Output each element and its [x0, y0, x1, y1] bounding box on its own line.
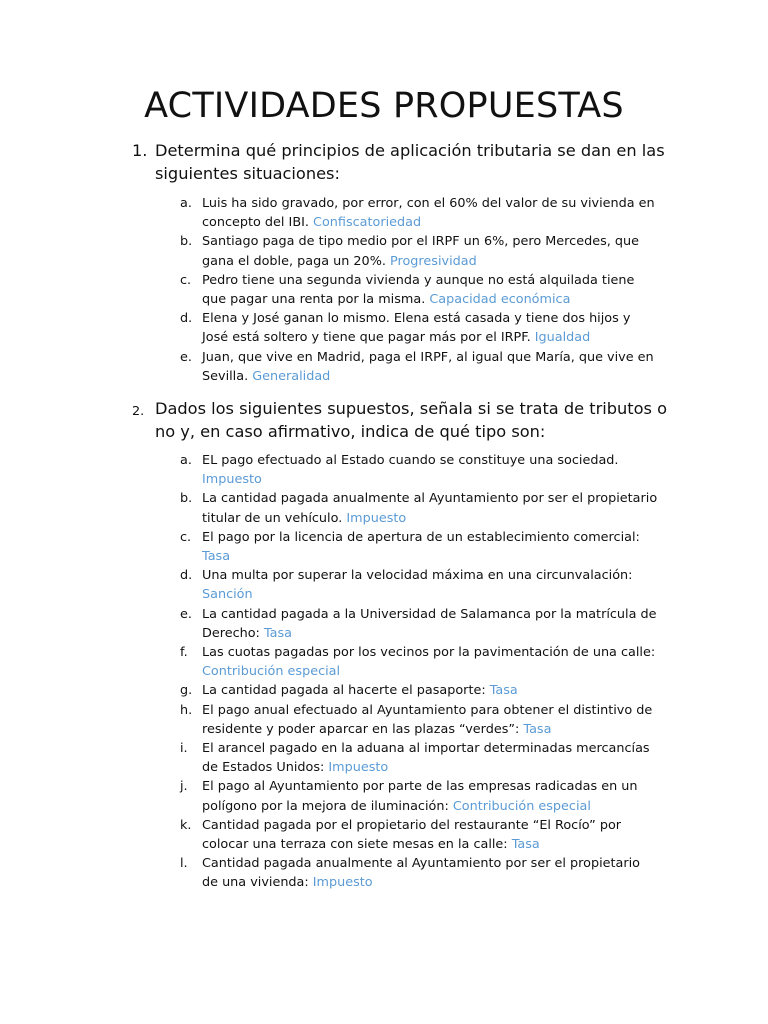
item-letter: b.: [180, 491, 193, 507]
question-2-list: [180, 451, 660, 893]
list-item: [180, 854, 660, 892]
item-answer: Igualdad: [534, 330, 591, 346]
item-text: El pago al Ayuntamiento por parte de las empresas radicadas en un polígono por la mejora de iluminación:: [202, 779, 638, 814]
item-answer: Confiscatoriedad: [313, 215, 422, 231]
item-text: La cantidad pagada anualmente al Ayuntamiento por ser el propietario titular de un vehículo.: [202, 491, 658, 526]
item-letter: f.: [180, 645, 188, 661]
item-answer: Tasa: [489, 683, 518, 699]
item-letter: b.: [180, 234, 193, 250]
item-letter: j.: [180, 779, 188, 795]
item-letter: a.: [180, 453, 192, 468]
item-letter: d.: [180, 311, 193, 327]
list-item: [180, 489, 660, 527]
list-item: [180, 566, 660, 604]
question-number: 2.: [132, 404, 145, 419]
list-item: [180, 271, 660, 309]
item-text: Cantidad pagada anualmente al Ayuntamiento por ser el propietario de una vivienda:: [202, 856, 641, 891]
question-number: 1.: [132, 141, 148, 160]
item-text: Santiago paga de tipo medio por el IRPF un 6%, pero Mercedes, que gana el doble, paga un 20%.: [202, 234, 639, 269]
item-letter: c.: [180, 529, 192, 545]
item-text: La cantidad pagada al hacerte el pasaporte:: [202, 683, 490, 699]
item-text: Juan, que vive en Madrid, paga el IRPF, al igual que María, que vive en Sevilla.: [202, 349, 654, 384]
list-item: [180, 681, 660, 700]
item-answer: Tasa: [202, 549, 231, 565]
page-title: ACTIVIDADES PROPUESTAS: [144, 86, 624, 126]
list-item: [180, 643, 660, 681]
item-text: Luis ha sido gravado, por error, con el 60% del valor de su vivienda en concepto del IBI.: [202, 196, 655, 231]
item-letter: g.: [180, 683, 193, 699]
item-answer: Generalidad: [252, 368, 331, 384]
item-answer: Contribución especial: [452, 798, 591, 814]
list-item: [180, 816, 660, 854]
item-text: El pago por la licencia de apertura de un establecimiento comercial:: [202, 529, 640, 545]
list-item: [180, 309, 660, 347]
item-answer: Progresividad: [390, 253, 477, 269]
item-letter: e.: [180, 606, 192, 622]
item-text: EL pago efectuado al Estado cuando se constituye una sociedad.: [202, 453, 619, 468]
item-letter: k.: [180, 817, 192, 833]
list-item: [180, 739, 660, 777]
item-letter: c.: [180, 272, 192, 288]
item-answer: Impuesto: [346, 510, 407, 526]
list-item: [180, 777, 660, 815]
list-item: [180, 605, 660, 643]
item-answer: Capacidad económica: [429, 292, 571, 308]
question-text: Dados los siguientes supuestos, señala si se trata de tributos o no y, en caso afirmativo, indica de qué tipo son:: [155, 399, 668, 441]
item-answer: Impuesto: [202, 472, 262, 488]
item-letter: a.: [180, 196, 192, 211]
item-letter: h.: [180, 702, 193, 718]
item-text: Las cuotas pagadas por los vecinos por la pavimentación de una calle:: [202, 645, 656, 661]
item-letter: l.: [180, 856, 188, 872]
list-item: [180, 701, 660, 739]
item-answer: Tasa: [523, 721, 552, 737]
item-text: Cantidad pagada por el propietario del restaurante “El Rocío” por colocar una terraza con siete mesas en la calle:: [202, 817, 622, 853]
question-2: [132, 397, 672, 443]
item-text: El pago anual efectuado al Ayuntamiento para obtener el distintivo de residente y poder aparcar en las plazas “verdes”:: [202, 702, 653, 737]
list-item: [180, 194, 660, 232]
list-item: [180, 451, 660, 489]
list-item: [180, 348, 660, 386]
item-answer: Impuesto: [312, 875, 373, 891]
item-text: La cantidad pagada a la Universidad de Salamanca por la matrícula de Derecho:: [202, 606, 657, 641]
item-answer: Tasa: [263, 625, 292, 641]
item-text: El arancel pagado en la aduana al importar determinadas mercancías de Estados Unidos:: [202, 741, 650, 776]
item-text: Pedro tiene una segunda vivienda y aunque no está alquilada tiene que pagar una renta por la misma.: [202, 272, 635, 308]
question-1-list: [180, 194, 660, 386]
question-text: Determina qué principios de aplicación tributaria se dan en las siguientes situaciones:: [155, 141, 665, 183]
list-item: [180, 528, 660, 566]
item-letter: d.: [180, 568, 193, 584]
item-answer: Contribución especial: [202, 664, 341, 680]
item-answer: Tasa: [511, 837, 540, 853]
item-text: Una multa por superar la velocidad máxima en una circunvalación:: [202, 568, 633, 584]
item-letter: i.: [180, 741, 188, 757]
item-answer: Impuesto: [328, 760, 389, 776]
question-1: [132, 139, 672, 185]
item-answer: Sanción: [202, 587, 253, 603]
item-letter: e.: [180, 349, 192, 365]
list-item: [180, 232, 660, 270]
item-text: Elena y José ganan lo mismo. Elena está casada y tiene dos hijos y José está soltero y tiene que pagar más por el IRPF.: [202, 311, 631, 346]
